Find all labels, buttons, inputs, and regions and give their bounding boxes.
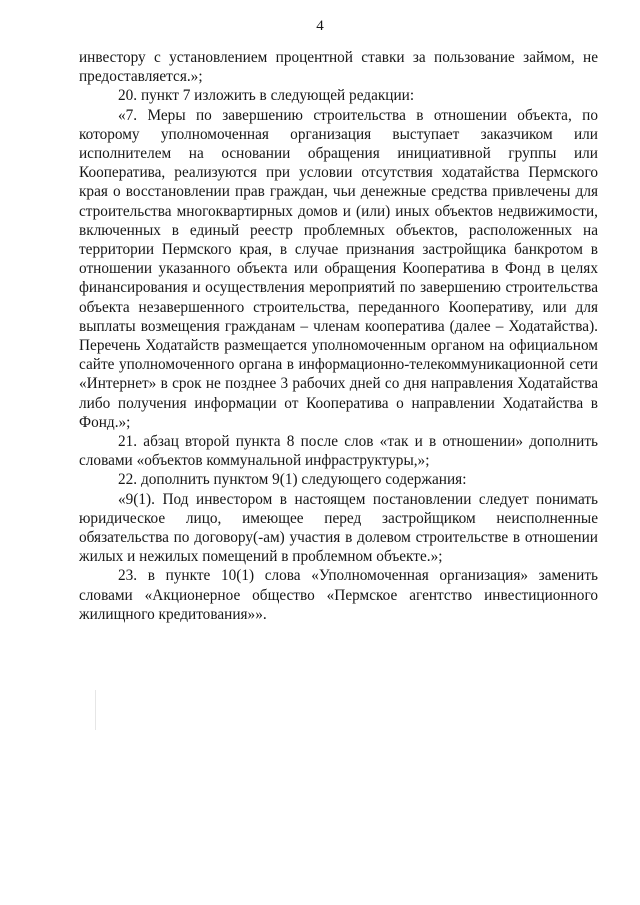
document-body (79, 48, 598, 624)
page-number: 4 (316, 18, 324, 34)
paragraph-item-21: 21. абзац второй пункта 8 после слов «так и в отношении» дополнить словами «объектов коммунальной инфраструктуры,»; (79, 433, 598, 470)
scan-artifact (95, 690, 96, 730)
paragraph-item-22: 22. дополнить пунктом 9(1) следующего содержания: (118, 471, 467, 489)
paragraph-clause-9-1: «9(1). Под инвестором в настоящем постановлении следует понимать юридическое лицо, имеющее перед застройщиком неисполненные обязательства по договору(-ам) участия в долевом строительстве в отношении жилых и нежилых помещений в проблемном объекте.»; (79, 490, 598, 566)
paragraph-continuation: инвестору с установлением процентной ставки за пользование займом, не предоставляется.»; (79, 49, 598, 86)
paragraph-item-20: 20. пункт 7 изложить в следующей редакции: (118, 87, 415, 105)
paragraph-item-23: 23. в пункте 10(1) слова «Уполномоченная организация» заменить словами «Акционерное общество «Пермское агентство инвестиционного жилищного кредитования»». (79, 567, 598, 623)
paragraph-clause-7: «7. Меры по завершению строительства в отношении объекта, по которому уполномоченная организация выступает заказчиком или исполнителем на основании обращения инициативной группы или Кооператива, реализуются при условии отсутствия ходатайства Пермского края о восстановлении прав граждан, чьи денежные средства привлечены для строительства многоквартирных домов и (или) иных объектов недвижимости, включенных в единый реестр проблемных объектов, расположенных на территории Пермского края, в случае признания застройщика банкротом в отношении указанного объекта или обращения Кооператива в Фонд в целях финансирования и осуществления мероприятий по завершению строительства объекта незавершенного строительства, переданного Кооперативу, или для выплаты возмещения гражданам – членам кооператива (далее – Ходатайства). Перечень Ходатайств размещается уполномоченным органом на официальном сайте уполномоченного органа в информационно-телекоммуникационной сети «Интернет» в срок не позднее 3 рабочих дней со дня направления Ходатайства либо получения информации от Кооператива о направлении Ходатайства в Фонд.»; (79, 106, 598, 431)
